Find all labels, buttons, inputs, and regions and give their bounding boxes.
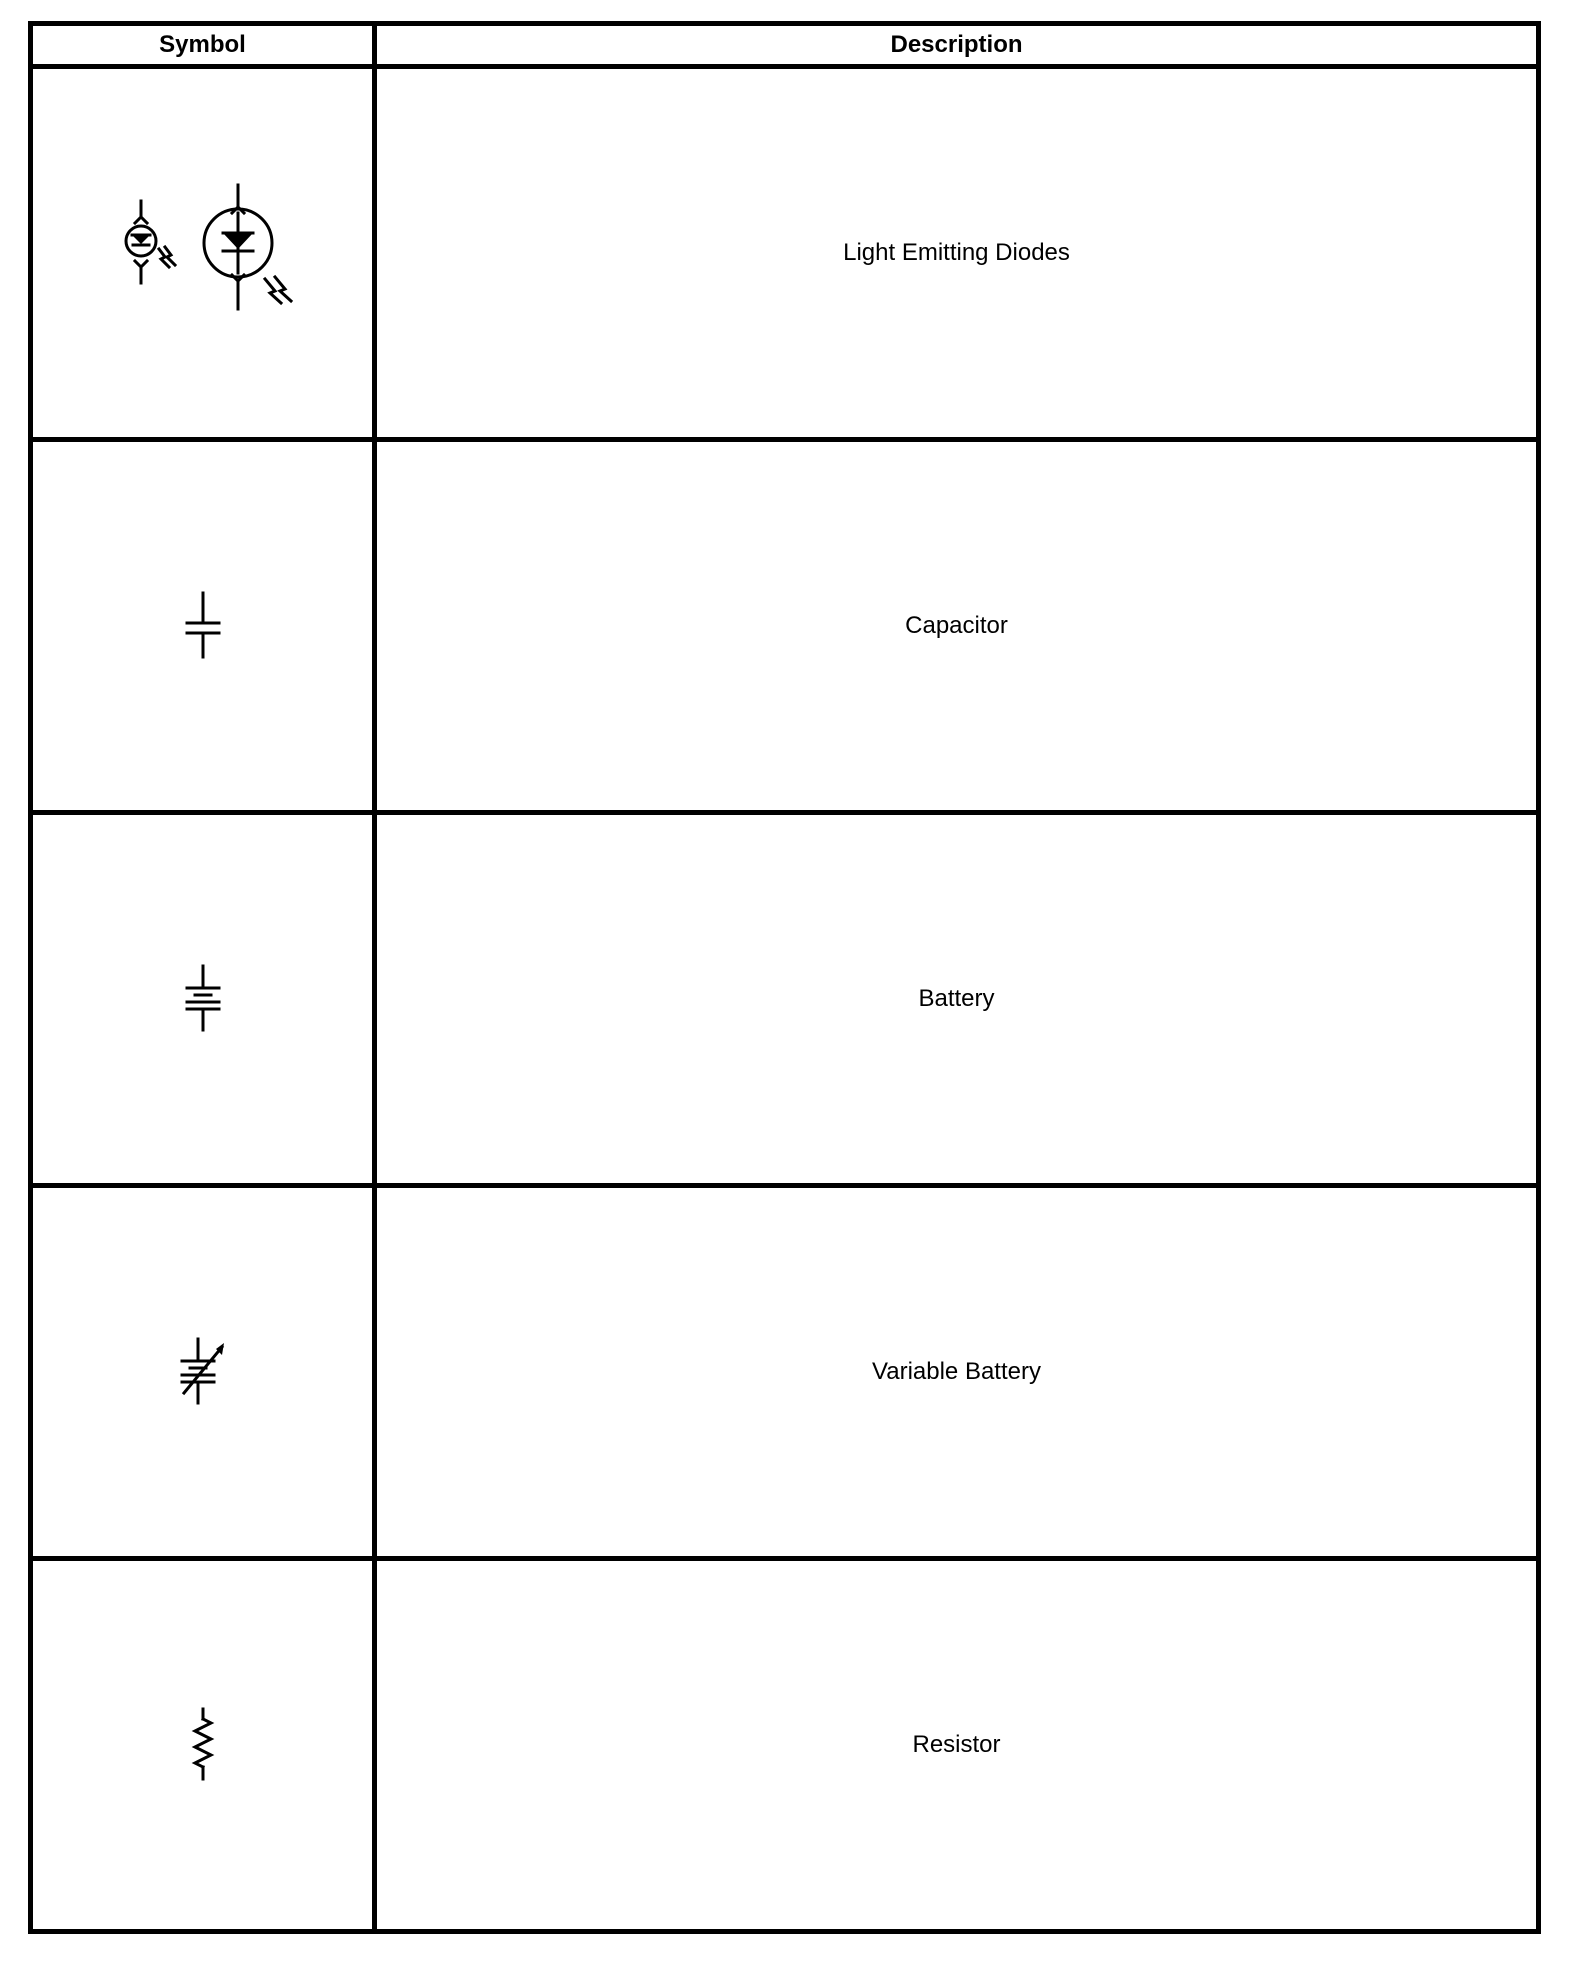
description-cell: Light Emitting Diodes: [375, 67, 1539, 440]
symbol-cell: [31, 67, 375, 440]
description-cell: Capacitor: [375, 440, 1539, 813]
symbol-header: Symbol: [31, 24, 375, 67]
led-icon: [93, 183, 313, 323]
table-row: [31, 1559, 1539, 1932]
capacitor-icon: [173, 591, 233, 661]
description-cell: Battery: [375, 813, 1539, 1186]
table-row: [31, 813, 1539, 1186]
description-header: Description: [375, 24, 1539, 67]
symbol-cell: [31, 1559, 375, 1932]
table-row: [31, 1186, 1539, 1559]
symbol-table: [28, 21, 1541, 1934]
symbol-cell: [31, 1186, 375, 1559]
symbol-cell: [31, 813, 375, 1186]
table-row: [31, 440, 1539, 813]
header-row: [31, 24, 1539, 67]
description-cell: Resistor: [375, 1559, 1539, 1932]
variable-battery-icon: [168, 1337, 238, 1407]
table-row: [31, 67, 1539, 440]
battery-icon: [173, 964, 233, 1034]
resistor-icon: [173, 1707, 233, 1783]
description-cell: Variable Battery: [375, 1186, 1539, 1559]
symbol-cell: [31, 440, 375, 813]
